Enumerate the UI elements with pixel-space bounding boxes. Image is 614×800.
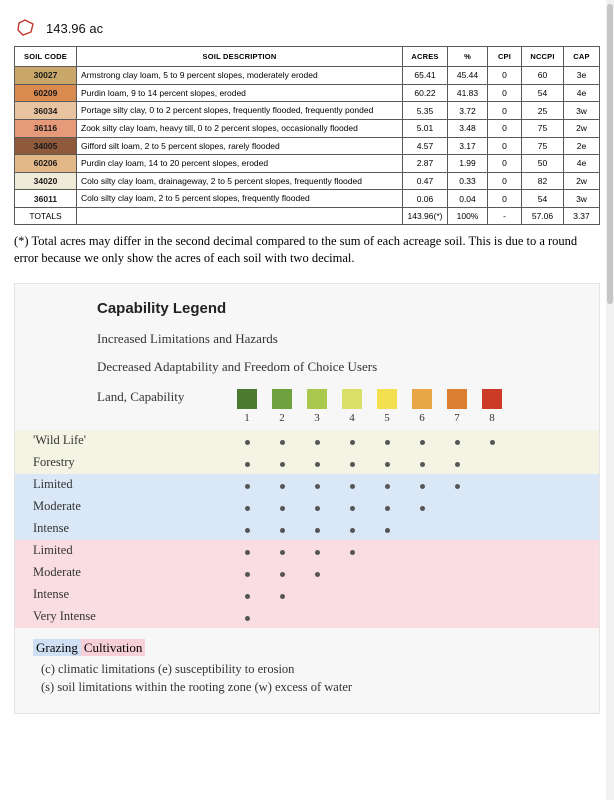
soil-description-cell: Armstrong clay loam, 5 to 9 percent slopes, moderately eroded bbox=[77, 67, 403, 85]
cultivation-label: Cultivation bbox=[81, 639, 146, 656]
percent-cell: 0.33 bbox=[448, 172, 488, 190]
legend-class-row bbox=[15, 452, 599, 474]
legend-dot bbox=[350, 440, 355, 445]
nccpi-cell: 60 bbox=[522, 67, 564, 85]
legend-dot-cell bbox=[412, 476, 432, 494]
legend-dot bbox=[280, 550, 285, 555]
legend-dot bbox=[420, 462, 425, 467]
soil-description-cell: Purdin clay loam, 14 to 20 percent slopes, eroded bbox=[77, 155, 403, 173]
table-row bbox=[15, 84, 600, 102]
legend-dot-cell bbox=[412, 454, 432, 472]
legend-dot bbox=[245, 528, 250, 533]
legend-dot bbox=[455, 462, 460, 467]
totals-spacer bbox=[77, 208, 403, 225]
legend-dot bbox=[315, 440, 320, 445]
soil-description-cell: Zook silty clay loam, heavy till, 0 to 2 percent slopes, occasionally flooded bbox=[77, 119, 403, 137]
capability-swatch-1 bbox=[237, 389, 257, 409]
col-header-percent: % bbox=[448, 47, 488, 67]
col-header-cap: CAP bbox=[564, 47, 600, 67]
acres-cell: 5.01 bbox=[403, 119, 448, 137]
legend-dot bbox=[420, 484, 425, 489]
soil-code-cell: 34005 bbox=[15, 137, 77, 155]
legend-class-label: 'Wild Life' bbox=[33, 433, 86, 448]
totals-percent: 100% bbox=[448, 208, 488, 225]
legend-dot bbox=[280, 572, 285, 577]
capability-swatch-3 bbox=[307, 389, 327, 409]
cap-cell: 2e bbox=[564, 137, 600, 155]
legend-class-row bbox=[15, 584, 599, 606]
cap-cell: 4e bbox=[564, 84, 600, 102]
capability-swatch-row bbox=[237, 389, 599, 409]
legend-dot-cell bbox=[412, 498, 432, 516]
legend-class-row bbox=[15, 474, 599, 496]
capability-class-number: 7 bbox=[454, 411, 460, 424]
acres-cell: 60.22 bbox=[403, 84, 448, 102]
legend-dot bbox=[315, 484, 320, 489]
soils-table-header bbox=[15, 47, 600, 67]
legend-land-capability-label: Land, Capability bbox=[97, 388, 185, 404]
legend-dot-cell bbox=[272, 476, 292, 494]
legend-dot bbox=[245, 462, 250, 467]
legend-dot bbox=[245, 572, 250, 577]
legend-dot-cell bbox=[237, 586, 257, 604]
legend-dot-cell bbox=[237, 432, 257, 450]
capability-swatch-5 bbox=[377, 389, 397, 409]
soil-code-cell: 36011 bbox=[15, 190, 77, 208]
soil-code-cell: 60206 bbox=[15, 155, 77, 173]
legend-dot-cell bbox=[342, 454, 362, 472]
soil-code-cell: 36116 bbox=[15, 119, 77, 137]
legend-dot bbox=[455, 484, 460, 489]
totals-cpi: - bbox=[488, 208, 522, 225]
legend-dot-cell bbox=[342, 542, 362, 560]
legend-dot-cell bbox=[412, 432, 432, 450]
legend-dot bbox=[245, 440, 250, 445]
legend-class-label: Intense bbox=[33, 587, 70, 602]
legend-dot-cell bbox=[237, 454, 257, 472]
capability-class-number: 3 bbox=[314, 411, 320, 424]
legend-dot bbox=[280, 506, 285, 511]
legend-dot bbox=[455, 440, 460, 445]
legend-class-row bbox=[15, 606, 599, 628]
legend-dot bbox=[280, 484, 285, 489]
capability-swatch-4 bbox=[342, 389, 362, 409]
acres-cell: 4.57 bbox=[403, 137, 448, 155]
legend-dot-cell bbox=[307, 498, 327, 516]
legend-dot bbox=[385, 462, 390, 467]
legend-class-row bbox=[15, 518, 599, 540]
legend-dot bbox=[280, 594, 285, 599]
capability-class-number: 1 bbox=[244, 411, 250, 424]
capability-legend-panel bbox=[14, 283, 600, 714]
legend-class-label: Limited bbox=[33, 477, 73, 492]
cap-cell: 4e bbox=[564, 155, 600, 173]
cpi-cell: 0 bbox=[488, 137, 522, 155]
soils-table-body bbox=[15, 67, 600, 225]
cpi-cell: 0 bbox=[488, 84, 522, 102]
legend-class-row bbox=[15, 540, 599, 562]
nccpi-cell: 54 bbox=[522, 84, 564, 102]
legend-dot-cell bbox=[272, 454, 292, 472]
acres-cell: 2.87 bbox=[403, 155, 448, 173]
legend-dot-cell bbox=[307, 476, 327, 494]
table-header-row bbox=[15, 47, 600, 67]
legend-title: Capability Legend bbox=[97, 299, 227, 317]
legend-dot-cell bbox=[307, 520, 327, 538]
legend-dot-cell bbox=[237, 498, 257, 516]
legend-dot-cell bbox=[447, 476, 467, 494]
capability-swatch-6 bbox=[412, 389, 432, 409]
acres-cell: 65.41 bbox=[403, 67, 448, 85]
legend-dot bbox=[420, 506, 425, 511]
legend-dot bbox=[245, 484, 250, 489]
capability-number-row bbox=[237, 412, 599, 424]
table-row bbox=[15, 67, 600, 85]
soils-table bbox=[14, 46, 600, 225]
legend-class-row bbox=[15, 562, 599, 584]
cap-cell: 2w bbox=[564, 119, 600, 137]
legend-dot-cell bbox=[272, 542, 292, 560]
legend-dot-cell bbox=[307, 564, 327, 582]
total-acreage-label: 143.96 ac bbox=[46, 20, 104, 36]
legend-dot-cell bbox=[342, 432, 362, 450]
capability-swatch-7 bbox=[447, 389, 467, 409]
table-row bbox=[15, 137, 600, 155]
totals-nccpi: 57.06 bbox=[522, 208, 564, 225]
percent-cell: 3.17 bbox=[448, 137, 488, 155]
nccpi-cell: 25 bbox=[522, 102, 564, 120]
legend-dot bbox=[245, 616, 250, 621]
percent-cell: 1.99 bbox=[448, 155, 488, 173]
cpi-cell: 0 bbox=[488, 102, 522, 120]
capability-class-number: 2 bbox=[279, 411, 285, 424]
legend-note-climatic: (c) climatic limitations (e) susceptibility to erosion bbox=[41, 661, 295, 676]
legend-dot bbox=[280, 440, 285, 445]
totals-cap: 3.37 bbox=[564, 208, 600, 225]
legend-dot-cell bbox=[272, 520, 292, 538]
cpi-cell: 0 bbox=[488, 155, 522, 173]
legend-class-label: Moderate bbox=[33, 565, 81, 580]
legend-dot-cell bbox=[447, 432, 467, 450]
legend-class-row bbox=[15, 496, 599, 518]
soil-code-cell: 36034 bbox=[15, 102, 77, 120]
nccpi-cell: 75 bbox=[522, 137, 564, 155]
legend-dot bbox=[490, 440, 495, 445]
col-header-nccpi: NCCPI bbox=[522, 47, 564, 67]
cpi-cell: 0 bbox=[488, 119, 522, 137]
soil-code-cell: 30027 bbox=[15, 67, 77, 85]
nccpi-cell: 54 bbox=[522, 190, 564, 208]
legend-dot bbox=[315, 572, 320, 577]
soil-code-cell: 60209 bbox=[15, 84, 77, 102]
cap-cell: 2w bbox=[564, 172, 600, 190]
cap-cell: 3e bbox=[564, 67, 600, 85]
totals-row bbox=[15, 208, 600, 225]
table-row bbox=[15, 119, 600, 137]
col-header-soil-description: SOIL DESCRIPTION bbox=[77, 47, 403, 67]
capability-class-number: 5 bbox=[384, 411, 390, 424]
table-row bbox=[15, 102, 600, 120]
legend-line-adaptability: Decreased Adaptability and Freedom of Choice Users bbox=[97, 358, 378, 374]
cpi-cell: 0 bbox=[488, 67, 522, 85]
legend-dot bbox=[420, 440, 425, 445]
table-row bbox=[15, 172, 600, 190]
soil-description-cell: Colo silty clay loam, drainageway, 2 to 5 percent slopes, frequently flooded bbox=[77, 172, 403, 190]
page-scrollbar-track[interactable] bbox=[606, 0, 614, 800]
legend-class-row bbox=[15, 430, 599, 452]
soil-description-cell: Purdin loam, 9 to 14 percent slopes, eroded bbox=[77, 84, 403, 102]
legend-dot-cell bbox=[237, 476, 257, 494]
percent-cell: 0.04 bbox=[448, 190, 488, 208]
legend-dot bbox=[385, 506, 390, 511]
nccpi-cell: 50 bbox=[522, 155, 564, 173]
page-header bbox=[8, 0, 606, 46]
legend-note-soil: (s) soil limitations within the rooting zone (w) excess of water bbox=[41, 679, 353, 694]
legend-dot-cell bbox=[272, 586, 292, 604]
page-scrollbar-thumb[interactable] bbox=[607, 4, 613, 304]
legend-dot bbox=[385, 528, 390, 533]
legend-dot-cell bbox=[377, 476, 397, 494]
legend-dot bbox=[350, 484, 355, 489]
legend-line-limitations: Increased Limitations and Hazards bbox=[97, 330, 278, 346]
percent-cell: 45.44 bbox=[448, 67, 488, 85]
legend-dot bbox=[315, 550, 320, 555]
legend-dot-cell bbox=[342, 520, 362, 538]
soil-description-cell: Gifford silt loam, 2 to 5 percent slopes, rarely flooded bbox=[77, 137, 403, 155]
table-row bbox=[15, 190, 600, 208]
legend-dot-cell bbox=[377, 520, 397, 538]
legend-dot-cell bbox=[237, 520, 257, 538]
percent-cell: 3.72 bbox=[448, 102, 488, 120]
col-header-acres: ACRES bbox=[403, 47, 448, 67]
capability-class-number: 6 bbox=[419, 411, 425, 424]
legend-dot bbox=[350, 462, 355, 467]
legend-dot-cell bbox=[342, 476, 362, 494]
capability-class-number: 8 bbox=[489, 411, 495, 424]
legend-dot-cell bbox=[307, 542, 327, 560]
legend-dot-cell bbox=[237, 608, 257, 626]
legend-dot-cell bbox=[237, 564, 257, 582]
capability-class-number: 4 bbox=[349, 411, 355, 424]
percent-cell: 41.83 bbox=[448, 84, 488, 102]
col-header-soil-code: SOIL CODE bbox=[15, 47, 77, 67]
totals-acres: 143.96(*) bbox=[403, 208, 448, 225]
acres-cell: 0.06 bbox=[403, 190, 448, 208]
legend-dot bbox=[385, 440, 390, 445]
legend-class-label: Forestry bbox=[33, 455, 75, 470]
legend-dot-cell bbox=[307, 432, 327, 450]
legend-dot-cell bbox=[482, 432, 502, 450]
legend-dot-cell bbox=[377, 432, 397, 450]
soil-description-cell: Portage silty clay, 0 to 2 percent slopes, frequently flooded, frequently ponded bbox=[77, 102, 403, 120]
capability-swatch-2 bbox=[272, 389, 292, 409]
legend-dot bbox=[350, 506, 355, 511]
legend-dot bbox=[350, 550, 355, 555]
capability-class-rows bbox=[15, 430, 599, 628]
legend-dot bbox=[280, 462, 285, 467]
soil-code-cell: 34020 bbox=[15, 172, 77, 190]
col-header-cpi: CPI bbox=[488, 47, 522, 67]
legend-dot bbox=[315, 506, 320, 511]
legend-dot bbox=[245, 550, 250, 555]
legend-dot-cell bbox=[272, 564, 292, 582]
legend-dot bbox=[245, 506, 250, 511]
legend-dot bbox=[350, 528, 355, 533]
legend-dot bbox=[245, 594, 250, 599]
soils-table-wrap bbox=[8, 46, 606, 225]
legend-dot bbox=[280, 528, 285, 533]
legend-dot-cell bbox=[272, 498, 292, 516]
legend-dot bbox=[315, 528, 320, 533]
legend-dot-cell bbox=[307, 454, 327, 472]
legend-class-label: Moderate bbox=[33, 499, 81, 514]
legend-dot-cell bbox=[272, 432, 292, 450]
cap-cell: 3w bbox=[564, 102, 600, 120]
legend-dot bbox=[315, 462, 320, 467]
soil-description-cell: Colo silty clay loam, 2 to 5 percent slopes, frequently flooded bbox=[77, 190, 403, 208]
legend-class-label: Limited bbox=[33, 543, 73, 558]
nccpi-cell: 82 bbox=[522, 172, 564, 190]
legend-dot-cell bbox=[447, 454, 467, 472]
table-row bbox=[15, 155, 600, 173]
table-footnote: (*) Total acres may differ in the second decimal compared to the sum of each acreage soil. This is due to a round error because we only show the acres of each soil with two decimal. bbox=[14, 234, 578, 265]
nccpi-cell: 75 bbox=[522, 119, 564, 137]
grazing-label: Grazing bbox=[33, 639, 81, 656]
acres-cell: 5.35 bbox=[403, 102, 448, 120]
grazing-cultivation-labels bbox=[33, 640, 599, 656]
percent-cell: 3.48 bbox=[448, 119, 488, 137]
totals-label: TOTALS bbox=[15, 208, 77, 225]
legend-class-label: Very Intense bbox=[33, 609, 96, 624]
legend-dot-cell bbox=[377, 498, 397, 516]
capability-swatch-8 bbox=[482, 389, 502, 409]
legend-dot bbox=[385, 484, 390, 489]
cpi-cell: 0 bbox=[488, 190, 522, 208]
cap-cell: 3w bbox=[564, 190, 600, 208]
legend-dot-cell bbox=[377, 454, 397, 472]
legend-class-label: Intense bbox=[33, 521, 70, 536]
cpi-cell: 0 bbox=[488, 172, 522, 190]
acres-cell: 0.47 bbox=[403, 172, 448, 190]
parcel-outline-icon bbox=[16, 18, 36, 38]
legend-dot-cell bbox=[237, 542, 257, 560]
legend-dot-cell bbox=[342, 498, 362, 516]
